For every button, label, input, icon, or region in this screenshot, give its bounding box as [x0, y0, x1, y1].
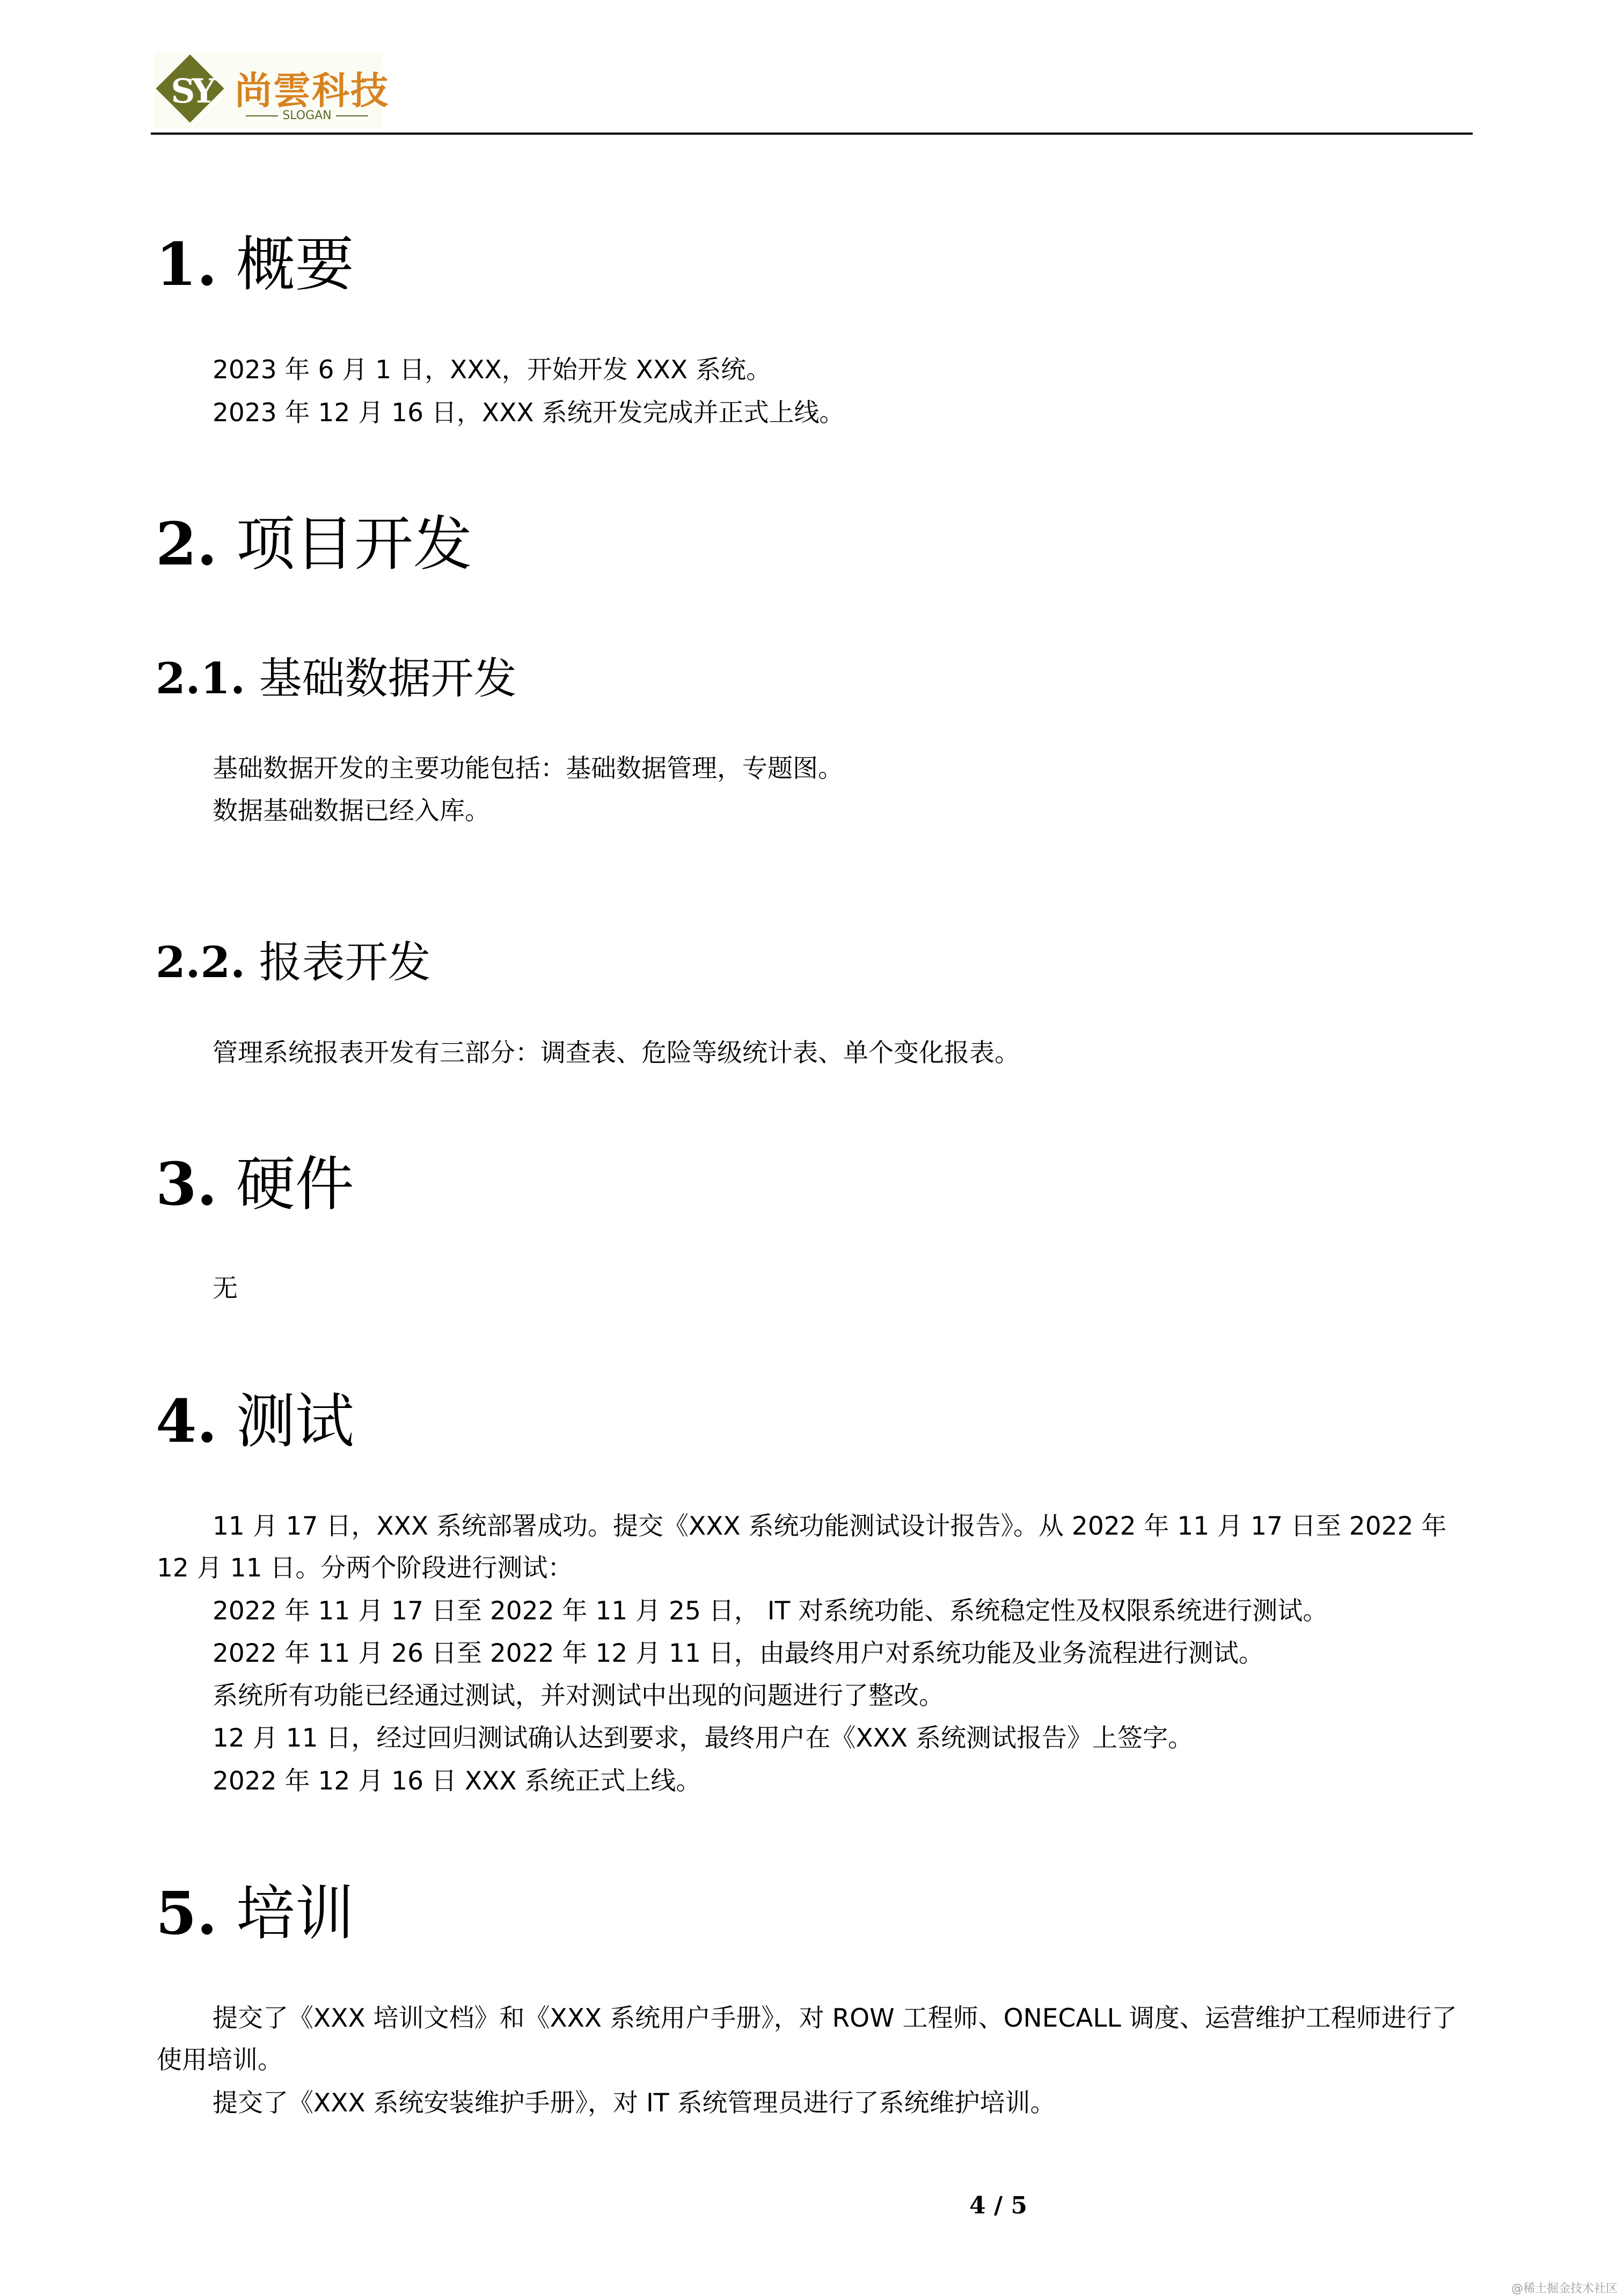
- paragraph: 2022 年 11 月 26 日至 2022 年 12 月 11 日，由最终用户对系统功能及业务流程进行测试。: [213, 1639, 1264, 1668]
- heading-1: 1. 概要: [156, 230, 354, 299]
- heading-5: 5. 培训: [156, 1879, 354, 1948]
- logo-monogram: SY: [171, 71, 213, 111]
- paragraph: 2022 年 12 月 16 日 XXX 系统正式上线。: [213, 1766, 701, 1796]
- heading-3: 3. 硬件: [156, 1149, 354, 1219]
- paragraph: 提交了《XXX 系统安装维护手册》，对 IT 系统管理员进行了系统维护培训。: [213, 2088, 1056, 2118]
- paragraph: 无: [213, 1274, 238, 1303]
- paragraph: 2022 年 11 月 17 日至 2022 年 11 月 25 日， IT 对系统功能、系统稳定性及权限系统进行测试。: [213, 1596, 1328, 1626]
- heading-4: 4. 测试: [156, 1387, 354, 1456]
- paragraph: 基础数据开发的主要功能包括：基础数据管理，专题图。: [213, 754, 843, 783]
- page-number: 4 / 5: [969, 2192, 1027, 2219]
- logo-brand: 尚雲科技: [235, 68, 389, 113]
- company-logo: [154, 51, 389, 129]
- paragraph: 2023 年 6 月 1 日，XXX，开始开发 XXX 系统。: [213, 355, 772, 385]
- paragraph: 管理系统报表开发有三部分：调查表、危险等级统计表、单个变化报表。: [213, 1038, 1020, 1068]
- heading-2-1: 2.1. 基础数据开发: [156, 653, 517, 703]
- paragraph: 系统所有功能已经通过测试，并对测试中出现的问题进行了整改。: [213, 1681, 944, 1711]
- paragraph: 11 月 17 日，XXX 系统部署成功。提交《XXX 系统功能测试设计报告》。从 2022 年 11 月 17 日至 2022 年 12 月 11 日。分两个阶段进行测试：: [157, 1512, 1447, 1583]
- paragraph: 数据基础数据已经入库。: [213, 796, 490, 826]
- heading-2: 2. 项目开发: [156, 509, 472, 578]
- paragraph: 12 月 11 日，经过回归测试确认达到要求，最终用户在《XXX 系统测试报告》上签字。: [213, 1723, 1193, 1753]
- logo-slogan: SLOGAN: [237, 109, 377, 122]
- paragraph: 提交了《XXX 培训文档》和《XXX 系统用户手册》，对 ROW 工程师、ONECALL 调度、运营维护工程师进行了使用培训。: [157, 2004, 1457, 2075]
- watermark: @稀土掘金技术社区: [1511, 2282, 1618, 2295]
- paragraph: 2023 年 12 月 16 日，XXX 系统开发完成并正式上线。: [213, 398, 845, 428]
- heading-2-2: 2.2. 报表开发: [156, 937, 431, 987]
- header-rule: [151, 133, 1473, 135]
